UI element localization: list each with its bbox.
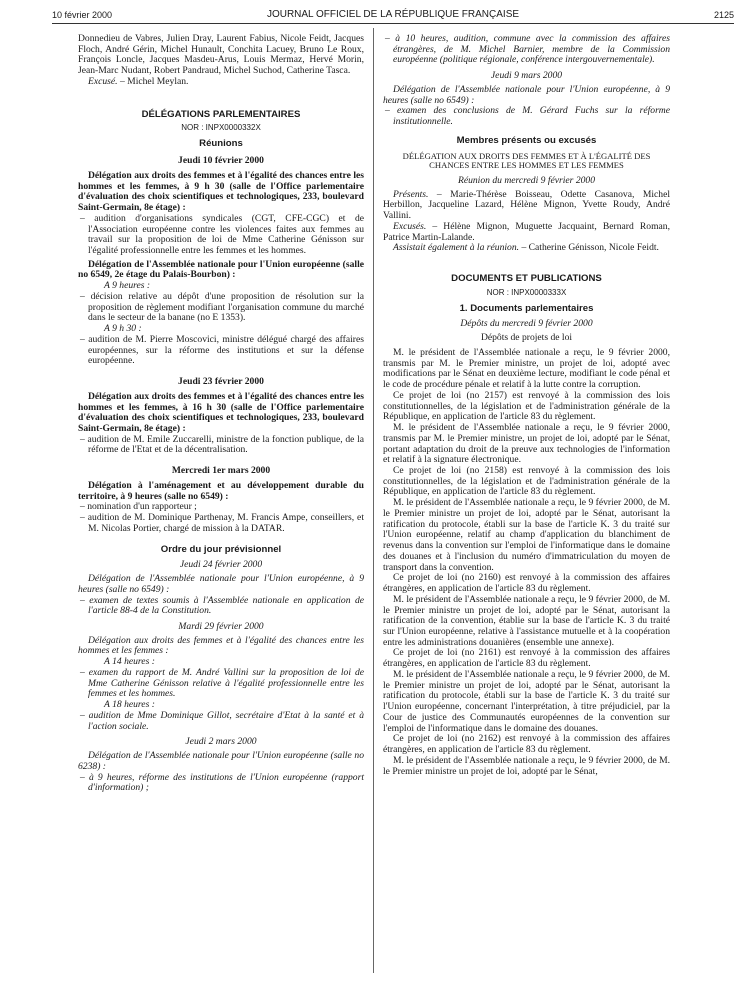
date-heading: Mardi 29 février 2000	[178, 621, 264, 632]
excused-line	[383, 222, 670, 243]
body-paragraph: M. le président de l'Assemblée nationale a reçu, le 9 février 2000, de M. le Premier ministre un projet de loi, adopté par le Sénat, autorisant la ratification du protocole, établi sur la base de l'article K. 3 du traité sur l'Union européenne, concernant l'interprétation, à titre préjudiciel, par la Cour de justice des Communautés européennes de la convention sur l'emploi de l'informatique dans le domaine des douanes.	[383, 668, 670, 734]
nor-code: NOR : INPX0000333X	[486, 287, 567, 297]
journal-title: JOURNAL OFFICIEL DE LA RÉPUBLIQUE FRANÇAISE	[266, 9, 520, 20]
present-line	[383, 190, 670, 222]
agenda-item: – nomination d'un rapporteur ;	[80, 501, 197, 513]
excuse-label: Excusé.	[88, 75, 118, 87]
attending-text: – Catherine Génisson, Nicole Feidt.	[521, 242, 659, 254]
depots-subtitle: Dépôts de projets de loi	[480, 332, 573, 344]
agenda-item: – audition de M. Dominique Parthenay, M. Francis Ampe, conseillers, et M. Nicolas Portier, chargé de mission à la DATAR.	[80, 512, 364, 534]
date-heading: Jeudi 2 mars 2000	[185, 736, 257, 748]
agenda-item: – à 10 heures, audition, commune avec la commission des affaires étrangères, de M. Michel Barnier, membre de la Commission européenne (politique régionale, conférence intergouvernementale).	[385, 33, 670, 66]
meeting-paragraph: Délégation aux droits des femmes et à l'égalité des chances entre les hommes et les femmes :	[78, 634, 364, 657]
subsection-membres: Membres présents ou excusés	[456, 134, 597, 146]
agenda-item: – examen de textes soumis à l'Assemblée nationale en application de l'article 88-4 de la Constitution.	[80, 594, 364, 617]
body-paragraph: M. le président de l'Assemblée nationale a reçu, le 9 février 2000, transmis par M. le Premier ministre, un projet de loi, adopté avec modifications par le Sénat en deuxième lecture, modifiant le code pénal et le code de procédure pénale et relatif à la lutte contre la corruption.	[383, 346, 670, 391]
section-title-documents: DOCUMENTS ET PUBLICATIONS	[451, 273, 602, 284]
present-text: – Marie-Thérèse Boisseau, Odette Casanova, Michel Herbillon, Jacqueline Lazard, Hélène Mignon, Yvette Roudy, André Vallini.	[383, 188, 670, 222]
subsection-documents-parlementaires: 1. Documents parlementaires	[459, 302, 594, 314]
page-header	[52, 8, 734, 22]
date-heading: Jeudi 9 mars 2000	[490, 70, 563, 82]
date-heading: Jeudi 23 février 2000	[178, 376, 264, 388]
excuse-text: – Michel Meylan.	[119, 75, 189, 87]
agenda-item: – décision relative au dépôt d'une proposition de résolution sur la proposition de règlement modifiant l'organisation commune du marché dans le secteur de la banane (no E 1353).	[80, 290, 364, 324]
excused-label: Excusés.	[393, 220, 427, 232]
meeting-paragraph: Délégation de l'Assemblée nationale pour l'Union européenne, à 9 heures (salle no 6549) :	[78, 573, 364, 595]
header-date: 10 février 2000	[52, 10, 113, 20]
excused-text: – Hélène Mignon, Muguette Jacquaint, Bernard Roman, Patrice Martin-Lalande.	[383, 220, 670, 243]
hour-label: A 18 heures :	[104, 699, 155, 711]
subsection-reunions: Réunions	[199, 138, 243, 150]
body-paragraph: Ce projet de loi (no 2160) est renvoyé à la commission des affaires étrangères, en application de l'article 83 du règlement.	[383, 572, 670, 595]
agenda-item: – audition de Mme Dominique Gillot, secrétaire d'Etat à la santé et à l'action sociale.	[80, 709, 364, 732]
hour-label: A 9 h 30 :	[104, 323, 142, 335]
agenda-item: – audition de M. Emile Zuccarelli, ministre de la fonction publique, de la réforme de l'Etat et de la décentralisation.	[80, 433, 364, 456]
body-paragraph: Ce projet de loi (no 2157) est renvoyé à la commission des lois constitutionnelles, de la législation et de l'administration générale de la République, en application de l'article 83 du règlement.	[383, 389, 670, 423]
header-rule	[52, 23, 734, 24]
page-number: 2125	[713, 10, 734, 20]
date-heading: Mercredi 1er mars 2000	[171, 465, 271, 477]
meeting-paragraph: Délégation de l'Assemblée nationale pour l'Union européenne (salle no 6549, 2e étage du Palais-Bourbon) :	[78, 258, 364, 281]
body-paragraph: M. le président de l'Assemblée nationale a reçu, le 9 février 2000, de M. le Premier ministre un projet de loi, adopté par le Sénat, autorisant la ratification du protocole, établi sur la base de l'article K. 3 du traité sur l'Union européenne, relatif au champ d'application du blanchiment de revenus dans la convention sur l'emploi de l'informatique dans le domaine des douanes et à l'inclusion du numéro d'immatriculation du moyen de transport dans la convention.	[383, 497, 670, 573]
body-paragraph: M. le président de l'Assemblée nationale a reçu, le 9 février 2000, de M. le Premier ministre un projet de loi, adopté par le Sénat,	[383, 754, 670, 777]
agenda-item: – examen du rapport de M. André Vallini sur la proposition de loi de Mme Catherine Génisson relative à l'égalité professionnelle entre les femmes et les hommes.	[80, 666, 364, 700]
hour-label: A 9 heures :	[104, 280, 151, 292]
body-paragraph: M. le président de l'Assemblée nationale a reçu, le 9 février 2000, de M. le Premier ministre un projet de loi, adopté par le Sénat, autorisant la ratification de la convention, établie sur la base de l'article K. 3 du traité sur l'Union européenne, relative à l'assistance mutuelle et à la coopération entre les administrations douanières (ensemble une annexe).	[383, 593, 670, 648]
meeting-paragraph: Délégation aux droits des femmes et à l'égalité des chances entre les hommes et les femmes, à 9 h 30 (salle de l'Office parlementaire d'évaluation des choix scientifiques et technologiques, 233, boulevard Saint-Germain, 8e étage) :	[78, 169, 364, 214]
date-heading: Jeudi 24 février 2000	[179, 559, 263, 571]
depots-date: Dépôts du mercredi 9 février 2000	[460, 318, 593, 330]
attending-label: Assistait également à la réunion.	[393, 242, 520, 254]
nor-code: NOR : INPX0000332X	[181, 123, 261, 133]
subsection-ordre-du-jour: Ordre du jour prévisionnel	[160, 543, 282, 555]
meeting-paragraph: Délégation de l'Assemblée nationale pour l'Union européenne, à 9 heures (salle no 6549) :	[383, 83, 670, 106]
members-list: Donnedieu de Vabres, Julien Dray, Laurent Fabius, Nicole Feidt, Jacques Floch, André Gérin, Michel Hunault, Conchita Lacuey, Bruno Le Roux, François Loncle, Jacques Masdeu-Arus, Louis Mermaz, Hervé Morin, Jean-Marc Nudant, Robert Pandraud, Michel Suchod, Catherine Tasca.	[78, 33, 364, 77]
agenda-item: – audition d'organisations syndicales (CGT, CFE-CGC) et de l'Association européenne contre les violences faites aux femmes au travail sur la proposition de loi de Mme Catherine Génisson sur l'égalité professionnelle entre les femmes et les hommes.	[80, 212, 364, 256]
meeting-paragraph: Délégation aux droits des femmes et à l'égalité des chances entre les hommes et les femmes, à 16 h 30 (salle de l'Office parlementaire d'évaluation des choix scientifiques et technologiques, 233, boulevard Saint-Germain, 8e étage) :	[78, 390, 364, 434]
agenda-item: – audition de M. Pierre Moscovici, ministre délégué chargé des affaires européennes, sur la réforme des institutions et sur la défense européenne.	[80, 333, 364, 367]
meeting-paragraph: Délégation à l'aménagement et au développement durable du territoire, à 9 heures (salle no 6549) :	[78, 479, 364, 502]
reunion-date: Réunion du mercredi 9 février 2000	[457, 174, 596, 186]
right-column	[383, 34, 670, 777]
delegation-caps-title: DÉLÉGATION AUX DROITS DES FEMMES ET À L'ÉGALITÉ DES CHANCES ENTRE LES HOMMES ET LES FEMMES	[402, 150, 651, 171]
attending-line	[383, 243, 670, 254]
agenda-item: – à 9 heures, réforme des institutions de l'Union européenne (rapport d'information) ;	[80, 771, 364, 794]
section-title-delegations: DÉLÉGATIONS PARLEMENTAIRES	[141, 108, 301, 120]
hour-label: A 14 heures :	[104, 656, 155, 668]
body-paragraph: Ce projet de loi (no 2162) est renvoyé à la commission des affaires étrangères, en application de l'article 83 du règlement.	[383, 733, 670, 756]
agenda-item: – examen des conclusions de M. Gérard Fuchs sur la réforme institutionnelle.	[385, 105, 670, 128]
meeting-paragraph: Délégation de l'Assemblée nationale pour l'Union européenne (salle no 6238) :	[78, 750, 364, 772]
present-label: Présents.	[393, 188, 429, 200]
column-divider	[373, 28, 374, 973]
left-column	[78, 34, 364, 794]
excuse-line	[78, 77, 364, 88]
body-paragraph: Ce projet de loi (no 2161) est renvoyé à la commission des affaires étrangères, en application de l'article 83 du règlement.	[383, 647, 670, 670]
date-heading: Jeudi 10 février 2000	[178, 155, 264, 167]
body-paragraph: Ce projet de loi (no 2158) est renvoyé à la commission des lois constitutionnelles, de la législation et de l'administration générale de la République, en application de l'article 83 du règlement.	[383, 464, 670, 498]
body-paragraph: M. le président de l'Assemblée nationale a reçu, le 9 février 2000, transmis par M. le Premier ministre, un projet de loi, adopté par le Sénat, portant adaptation du droit de la preuve aux technologies de l'information et relatif à la signature électronique.	[383, 422, 670, 466]
